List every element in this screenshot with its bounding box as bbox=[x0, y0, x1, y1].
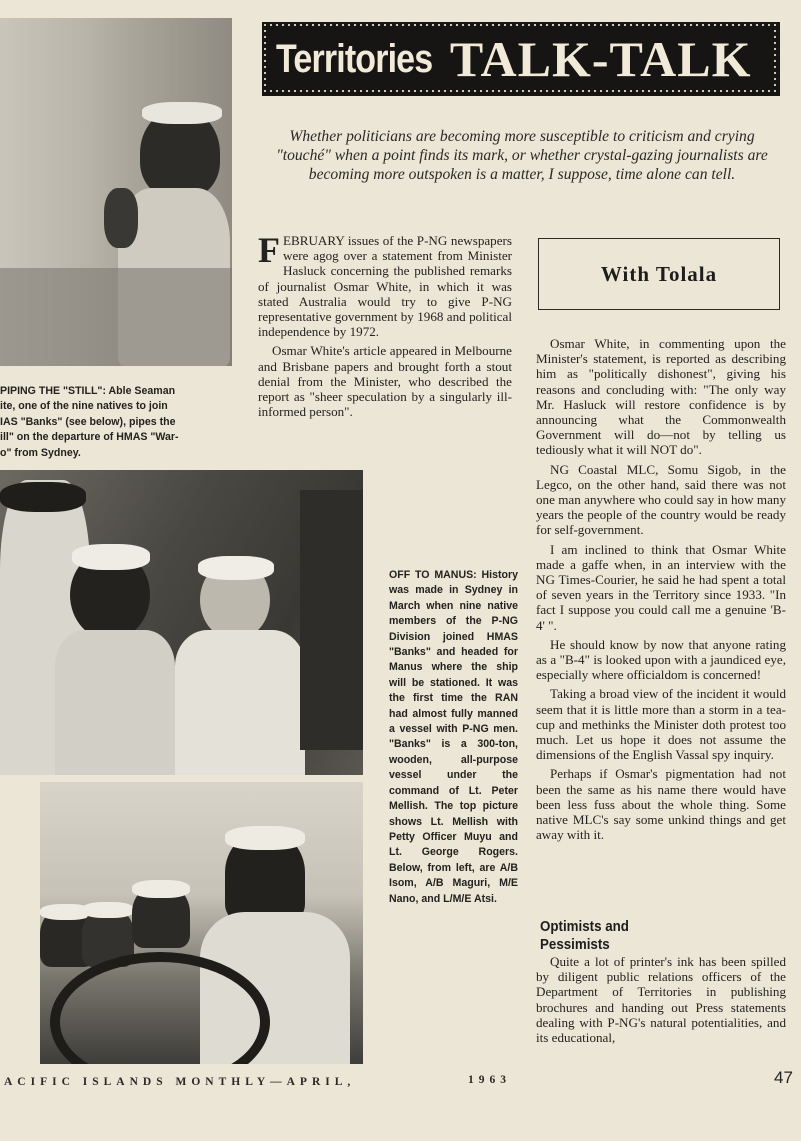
subheading: Optimists and Pessimists bbox=[540, 919, 629, 953]
footer bbox=[0, 1072, 801, 1092]
article-column-left bbox=[258, 230, 512, 423]
article-column-right bbox=[536, 336, 786, 847]
drop-cap: F bbox=[258, 230, 280, 270]
article-paragraph: Perhaps if Osmar's pigmentation had not been the same as his name there would have been less fuss about the whole thing. Some native MLC's say some unkind things and get away with it. bbox=[536, 766, 786, 843]
article-paragraph: Osmar White, in commenting upon the Minister's statement, is reported as describing him as "politically dishonest", giving his reasons and concluding with: "The only way Mr. Hasluck will restore confidence is by announcing what the Commonwealth Government will do—not by telling us tediously what it will NOT do". bbox=[536, 336, 786, 458]
publication-year: 1963 bbox=[468, 1074, 511, 1086]
title-territories: Territories bbox=[276, 36, 433, 81]
photo-crew-at-wheel bbox=[40, 782, 363, 1064]
article-paragraph: NG Coastal MLC, Somu Sigob, in the Legco, on the other hand, said there was not one man anywhere who could say in how many years the people of the country would be ready for self-government. bbox=[536, 461, 786, 538]
publication-line: ACIFIC ISLANDS MONTHLY—APRIL, bbox=[4, 1076, 356, 1088]
title-banner bbox=[262, 22, 780, 96]
article-paragraph: Osmar White's article appeared in Melbourne and Brisbane papers and brought forth a stout denial from the Minister, who described the report as "sheer speculation by a singularly ill-informed person". bbox=[258, 343, 512, 420]
article-column-right-continued bbox=[536, 954, 786, 1049]
intro-standfirst: Whether politicians are becoming more susceptible to criticism and crying "touché" when a point finds its mark, or whether crystal-gazing journalists are becoming more outspoken is a matter, I suppose, time alone can tell. bbox=[276, 128, 768, 183]
article-paragraph: He should know by now that anyone rating as a "B-4" is looked upon with a jaundiced eye, especially where officialdom is concerned! bbox=[536, 636, 786, 683]
photo-seaman-piping bbox=[0, 18, 232, 366]
title-talk-talk: TALK-TALK bbox=[449, 31, 752, 87]
article-paragraph: FEBRUARY issues of the P-NG newspapers were agog over a statement from Minister Hasluck concerning the published remarks of journalist Osmar White, in which it was stated Australia would try to give P-NG representative government by 1968 and political independence by 1972. bbox=[258, 230, 512, 340]
byline-box bbox=[538, 238, 780, 310]
article-paragraph: Taking a broad view of the incident it would seem that it is little more than a storm in a tea-cup and methinks the Minister doth protest too much. Let us hope it does not assume the dimensions of the English Vassal spy inquiry. bbox=[536, 686, 786, 763]
article-paragraph: Quite a lot of printer's ink has been spilled by diligent public relations officers of the Department of Territories in publishing brochures and handing out Press statements dealing with P-NG's natural potentialities, and its educational, bbox=[536, 954, 786, 1046]
caption-off-to-manus: OFF TO MANUS: History was made in Sydney in March when nine native members of the P-NG Division joined HMAS "Banks" and headed for Manus where the ship will be stationed. It was the first time the RAN had almost fully manned a vessel with P-NG men. "Banks" is a 300-ton, wooden, all-purpose vessel under the command of Lt. Peter Mellish. The top picture shows Lt. Mellish with Petty Officer Muyu and Lt. George Rogers. Below, from left, are A/B Isom, A/B Maguri, M/E Nano, and L/M/E Atsi. bbox=[389, 569, 518, 905]
photo-officers-aboard bbox=[0, 470, 363, 775]
article-paragraph: I am inclined to think that Osmar White made a gaffe when, in an interview with the NG Times-Courier, he said he had spent a total of seven years in the Territory since 1933. "In fact I suppose you could call me a genuine 'B-4' ". bbox=[536, 541, 786, 633]
page-number: 47 bbox=[774, 1068, 793, 1087]
byline: With Tolala bbox=[600, 261, 718, 286]
caption-piping-the-still: PIPING THE "STILL": Able Seaman ite, one of the nine natives to join IAS "Banks" (see below), pipes the ill" on the departure of HMAS "War- o" from Sydney. bbox=[0, 385, 179, 459]
